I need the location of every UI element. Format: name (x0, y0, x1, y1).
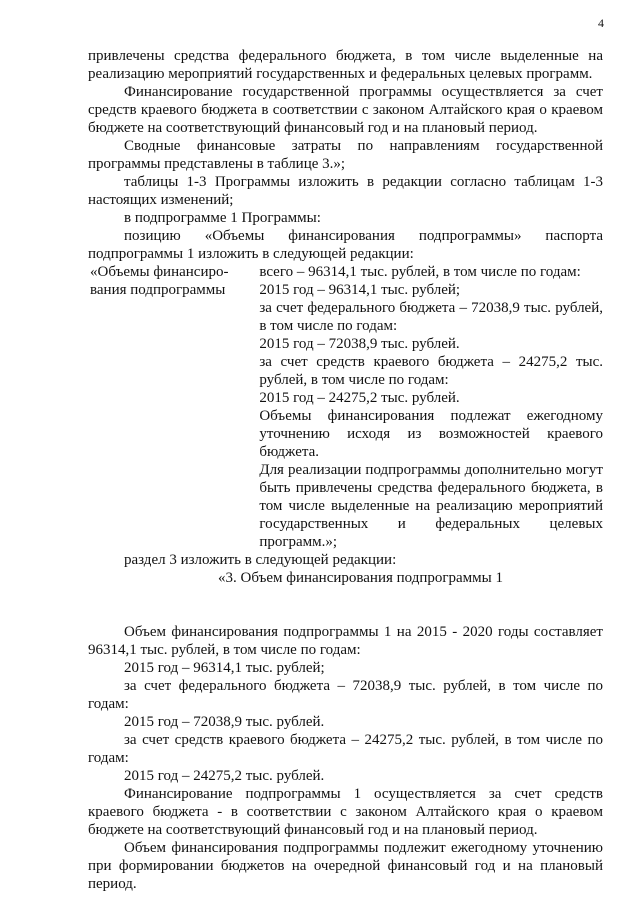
document-body (88, 47, 603, 893)
paragraph: 2015 год – 72038,9 тыс. рублей. (124, 714, 325, 730)
paragraph: Финансирование подпрограммы 1 осуществляется за счет средств краевого бюджета - в соответствии с законом Алтайского края о краевом бюджете на соответствующий финансовый год и на плановый период. (88, 786, 603, 838)
passport-table (88, 263, 603, 551)
passport-line: 2015 год – 24275,2 тыс. рублей. (259, 390, 460, 406)
paragraph: таблицы 1-3 Программы изложить в редакции согласно таблицам 1-3 настоящих изменений; (88, 174, 603, 208)
passport-line: 2015 год – 72038,9 тыс. рублей. (259, 336, 460, 352)
paragraph: 2015 год – 24275,2 тыс. рублей. (124, 768, 325, 784)
page-number: 4 (598, 16, 604, 30)
paragraph: 2015 год – 96314,1 тыс. рублей; (124, 660, 325, 676)
paragraph: Финансирование государственной программы осуществляется за счет средств краевого бюджета в соответствии с законом Алтайского края о краевом бюджете на соответствующий финансовый год и на плановый период. (88, 84, 603, 136)
passport-label-line: «Объемы финансиро- (90, 264, 229, 280)
paragraph: Объем финансирования подпрограммы подлежит ежегодному уточнению при формировании бюджетов на очередной финансовый год и на плановый период. (88, 840, 603, 892)
passport-line: за счет средств краевого бюджета – 24275,2 тыс. рублей, в том числе по годам: (259, 354, 603, 388)
passport-line: за счет федерального бюджета – 72038,9 тыс. рублей, в том числе по годам: (259, 300, 603, 334)
paragraph: Сводные финансовые затраты по направлениям государственной программы представлены в таблице 3.»; (88, 138, 603, 172)
passport-line: 2015 год – 96314,1 тыс. рублей; (259, 282, 461, 298)
paragraph: в подпрограмме 1 Программы: (124, 210, 321, 226)
paragraph: за счет средств краевого бюджета – 24275,2 тыс. рублей, в том числе по годам: (88, 732, 603, 766)
passport-line: Для реализации подпрограммы дополнительно могут быть привлечены средства федерального бюджета, в том числе выделенные на реализацию мероприятий государственных и федеральных целевых программ.»; (259, 462, 603, 550)
passport-label-line: вания подпрограммы (90, 282, 226, 298)
spacer (88, 605, 603, 623)
passport-label (88, 263, 259, 551)
passport-line: Объемы финансирования подлежат ежегодному уточнению исходя из возможностей краевого бюджета. (259, 408, 603, 460)
paragraph: позицию «Объемы финансирования подпрограммы» паспорта подпрограммы 1 изложить в следующей редакции: (88, 228, 603, 262)
paragraph: Объем финансирования подпрограммы 1 на 2015 - 2020 годы составляет 96314,1 тыс. рублей, в том числе по годам: (88, 624, 603, 658)
section-heading: «3. Объем финансирования подпрограммы 1 (217, 570, 503, 586)
paragraph: привлечены средства федерального бюджета, в том числе выделенные на реализацию мероприятий государственных и федеральных целевых программ. (88, 48, 603, 82)
passport-values (259, 263, 603, 551)
passport-line: всего – 96314,1 тыс. рублей, в том числе по годам: (259, 264, 581, 280)
paragraph: за счет федерального бюджета – 72038,9 тыс. рублей, в том числе по годам: (88, 678, 603, 712)
section-intro: раздел 3 изложить в следующей редакции: (124, 552, 397, 568)
